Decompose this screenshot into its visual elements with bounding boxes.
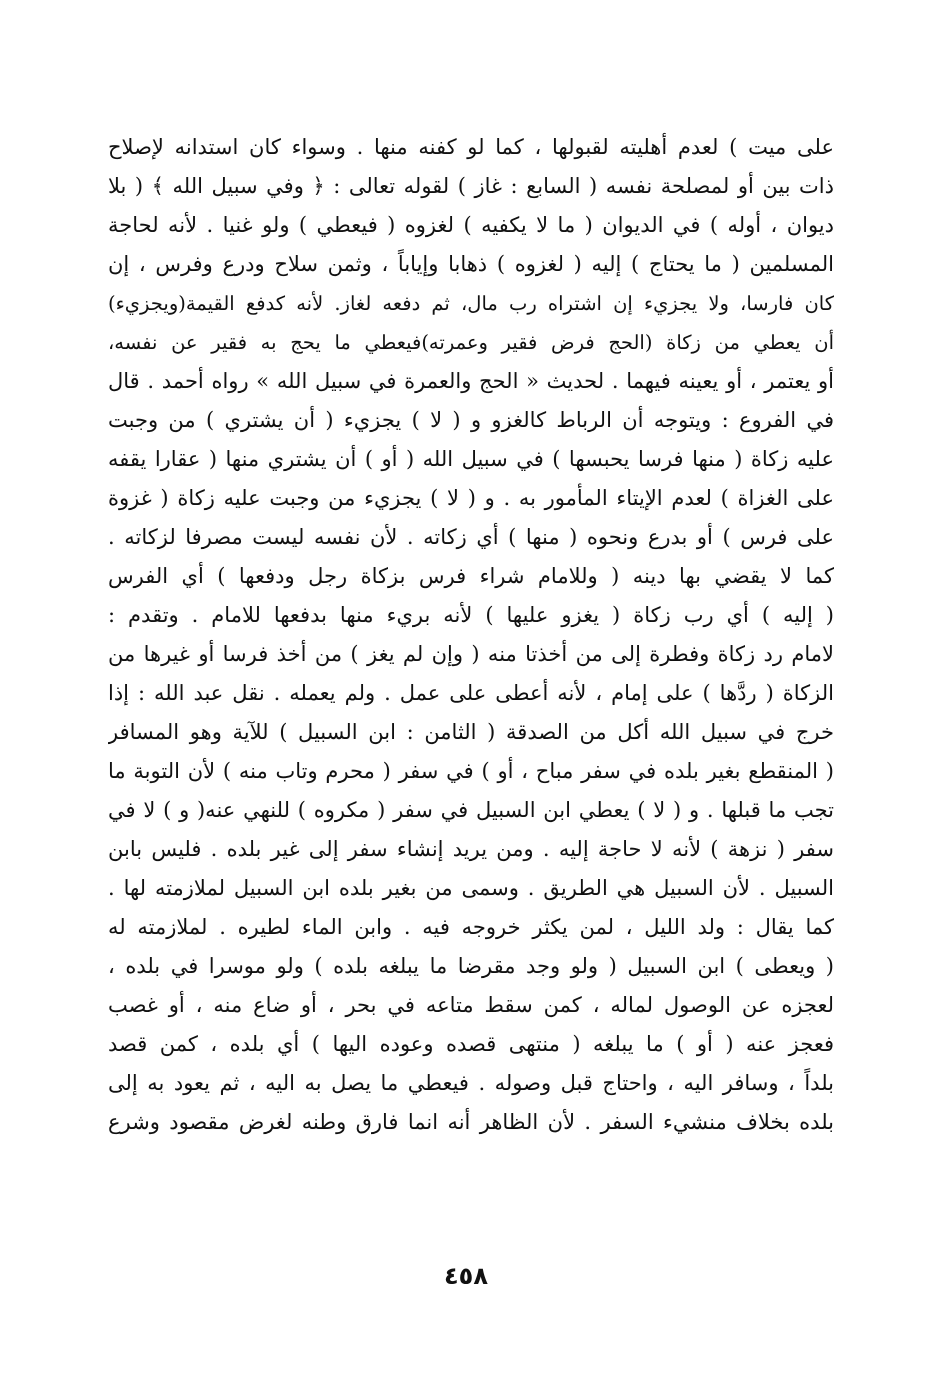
text-line: ديوان ، أوله ) في الديوان ( ما لا يكفيه ) لغزوه ( فيعطي ) ولو غنيا . لأنه لحاجة xyxy=(108,213,834,237)
text-line: بلده بخلاف منشيء السفر . لأن الظاهر أنه انما فارق وطنه لغرض مقصود وشرع xyxy=(108,1110,834,1134)
text-line: المسلمين ( ما يحتاج ) إليه ( لغزوه ) ذهابا وإياباً ، وثمن سلاح ودرع وفرس ، إن xyxy=(108,252,834,276)
text-line: فعجز عنه ( أو ) ما يبلغه ( منتهى قصده وعوده اليها ) أي بلده ، كمن قصد xyxy=(108,1032,834,1056)
text-line: على فرس ) أو بدرع ونحوه ( منها ) أي زكاته . لأن نفسه ليست مصرفا لزكاته . xyxy=(108,525,834,549)
text-line: سفر ( نزهة ) لأنه لا حاجة إليه . ومن يريد إنشاء سفر إلى غير بلده . فليس بابن xyxy=(108,837,834,861)
text-line: على ميت ) لعدم أهليته لقبولها ، كما لو كفنه منها . وسواء كان استدانه لإصلاح xyxy=(108,135,834,159)
text-line: ( ويعطى ) ابن السبيل ( ولو وجد مقرضا ما يبلغه بلده ) ولو موسرا في بلده ، xyxy=(108,954,834,978)
text-line: تجب ما قبلها . و ( لا ) يعطي ابن السبيل في سفر ( مكروه ) للنهي عنه( و ) لا في xyxy=(108,798,834,822)
text-line: كان فارسا، ولا يجزيء إن اشتراه رب مال، ثم دفعه لغاز. لأنه كدفع القيمة(ويجزيء) xyxy=(108,292,834,315)
text-line: ذات بين أو لمصلحة نفسه ( السابع : غاز ) لقوله تعالى : ﴿ وفي سبيل الله ﴾ ( بلا xyxy=(108,174,834,198)
body-text xyxy=(108,128,834,1142)
text-line: بلداً ، وسافر اليه ، واحتاج قبل وصوله . فيعطي ما يصل به اليه ، ثم يعود به إلى xyxy=(108,1071,834,1095)
text-line: لعجزه عن الوصول لماله ، كمن سقط متاعه في بحر ، أو ضاع منه ، أو غصب xyxy=(108,993,834,1017)
text-line: السبيل . لأن السبيل هي الطريق . وسمى من بغير بلده ابن السبيل لملازمته لها . xyxy=(108,876,834,900)
text-line: أن يعطي من زكاة (الحج فرض فقير وعمرته)فيعطي ما يحج به فقير عن نفسه، xyxy=(108,331,834,354)
text-line: عليه زكاة ( منها فرسا يحبسها ) في سبيل الله ( أو ) أن يشتري منها ( عقارا يقفه xyxy=(108,447,834,471)
text-line: كما لا يقضي بها دينه ( وللامام شراء فرس بزكاة رجل ودفعها ) أي الفرس xyxy=(108,564,834,588)
text-line: خرج في سبيل الله أكل من الصدقة ( الثامن : ابن السبيل ) للآية وهو المسافر xyxy=(108,720,834,744)
text-line: ( المنقطع بغير بلده في سفر مباح ، أو ) في سفر ( محرم وتاب منه ) لأن التوبة ما xyxy=(108,759,834,783)
text-line: الزكاة ( ردَّها ) على إمام ، لأنه أعطى على عمل . ولم يعمله . نقل عبد الله : إذا xyxy=(108,681,834,705)
page-number: ٤٥٨ xyxy=(444,1262,488,1290)
text-line: في الفروع : ويتوجه أن الرباط كالغزو و ( لا ) يجزيء ( أن يشتري ) من وجبت xyxy=(108,408,834,432)
text-line: أو يعتمر ، أو يعينه فيهما . لحديث « الحج والعمرة في سبيل الله » رواه أحمد . قال xyxy=(108,369,834,393)
text-line: على الغزاة ) لعدم الإيتاء المأمور به . و ( لا ) يجزيء من وجبت عليه زكاة ( غزوة xyxy=(108,486,834,510)
text-line: كما يقال : ولد الليل ، لمن يكثر خروجه فيه . وابن الماء لطيره . لملازمته له xyxy=(108,915,834,939)
text-line: ( إليه ) أي رب زكاة ( يغزو عليها ) لأنه بريء منها بدفعها للامام . وتقدم : xyxy=(108,603,834,627)
text-line: لامام رد زكاة وفطرة إلى من أخذتا منه ( وإن لم يغز ) من أخذ فرسا أو غيرها من xyxy=(108,642,834,666)
